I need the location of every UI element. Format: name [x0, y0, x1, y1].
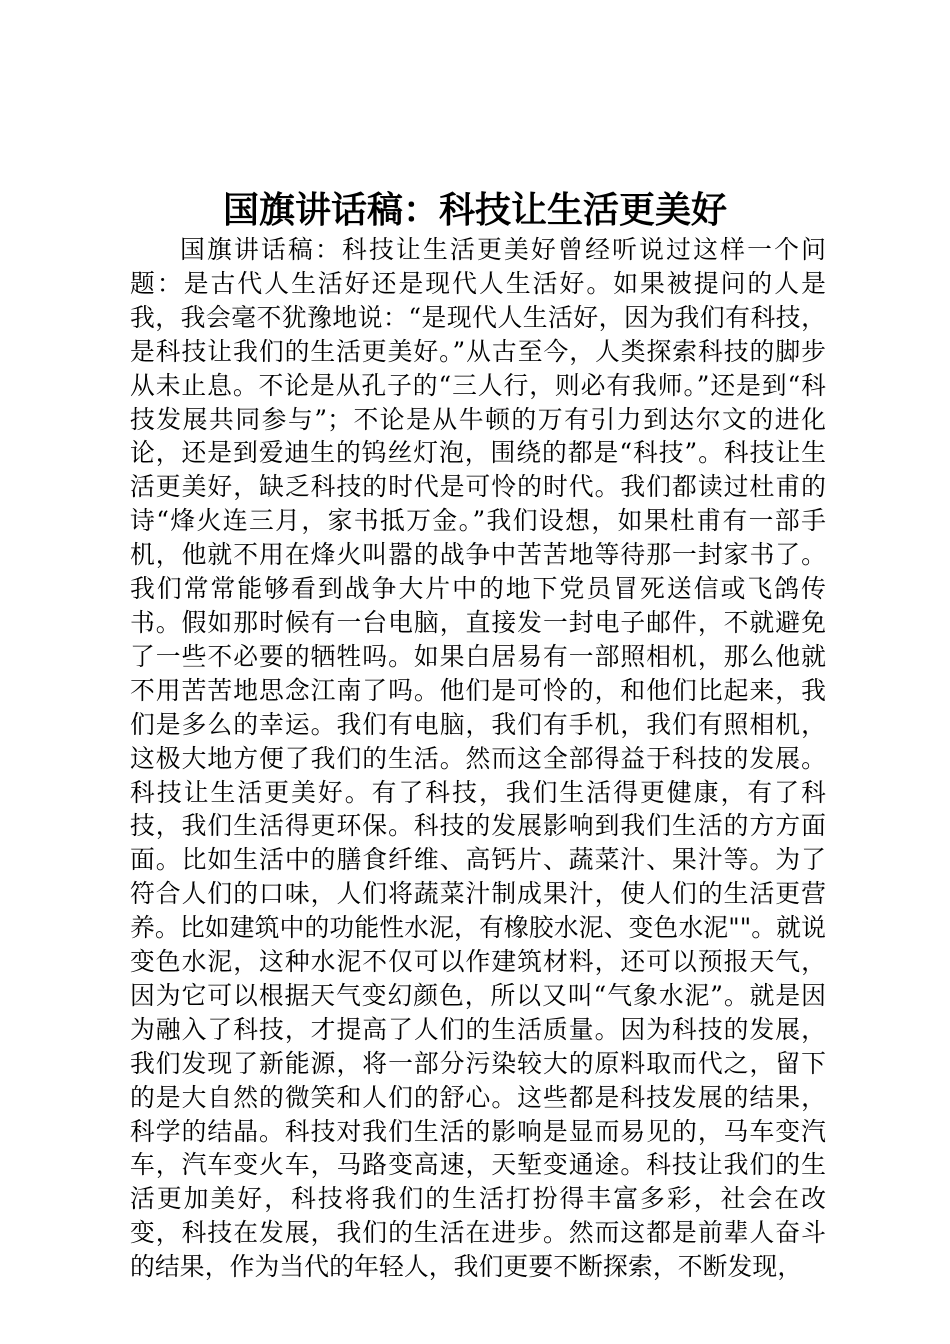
- document-title: 国旗讲话稿：科技让生活更美好: [222, 189, 727, 231]
- body-paragraph: 国旗讲话稿：科技让生活更美好曾经听说过这样一个问题：是古代人生活好还是现代人生活好。如果被提问的人是我，我会毫不犹豫地说：“是现代人生活好，因为我们有科技，是科技让我们的生活更美好。”从古至今，人类探索科技的脚步从未止息。不论是从孔子的“三人行，则必有我师。”还是到“科技发展共同参与”；不论是从牛顿的万有引力到达尔文的进化论，还是到爱迪生的钨丝灯泡，围绕的都是“科技”。科技让生活更美好，缺乏科技的时代是可怜的时代。我们都读过杜甫的诗“烽火连三月，家书抵万金。”我们设想，如果杜甫有一部手机，他就不用在烽火叫嚣的战争中苦苦地等待那一封家书了。我们常常能够看到战争大片中的地下党员冒死送信或飞鸽传书。假如那时候有一台电脑，直接发一封电子邮件，不就避免了一些不必要的牺牲吗。如果白居易有一部照相机，那么他就不用苦苦地思念江南了吗。他们是可怜的，和他们比起来，我们是多么的幸运。我们有电脑，我们有手机，我们有照相机，这极大地方便了我们的生活。然而这全部得益于科技的发展。科技让生活更美好。有了科技，我们生活得更健康，有了科技，我们生活得更环保。科技的发展影响到我们生活的方方面面。比如生活中的膳食纤维、高钙片、蔬菜汁、果汁等。为了符合人们的口味，人们将蔬菜汁制成果汁，使人们的生活更营养。比如建筑中的功能性水泥，有橡胶水泥、变色水泥""。就说变色水泥，这种水泥不仅可以作建筑材料，还可以预报天气，因为它可以根据天气变幻颜色，所以又叫“气象水泥”。就是因为融入了科技，才提高了人们的生活质量。因为科技的发展，我们发现了新能源，将一部分污染较大的原料取而代之，留下的是大自然的微笑和人们的舒心。这些都是科技发展的结果，科学的结晶。科技对我们生活的影响是显而易见的，马车变汽车，汽车变火车，马路变高速，天堑变通途。科技让我们的生活更加美好，科技将我们的生活打扮得丰富多彩，社会在改变，科技在发展，我们的生活在进步。然而这都是前辈人奋斗的结果，作为当代的年轻人，我们更要不断探索，不断发现，: [130, 235, 826, 1282]
